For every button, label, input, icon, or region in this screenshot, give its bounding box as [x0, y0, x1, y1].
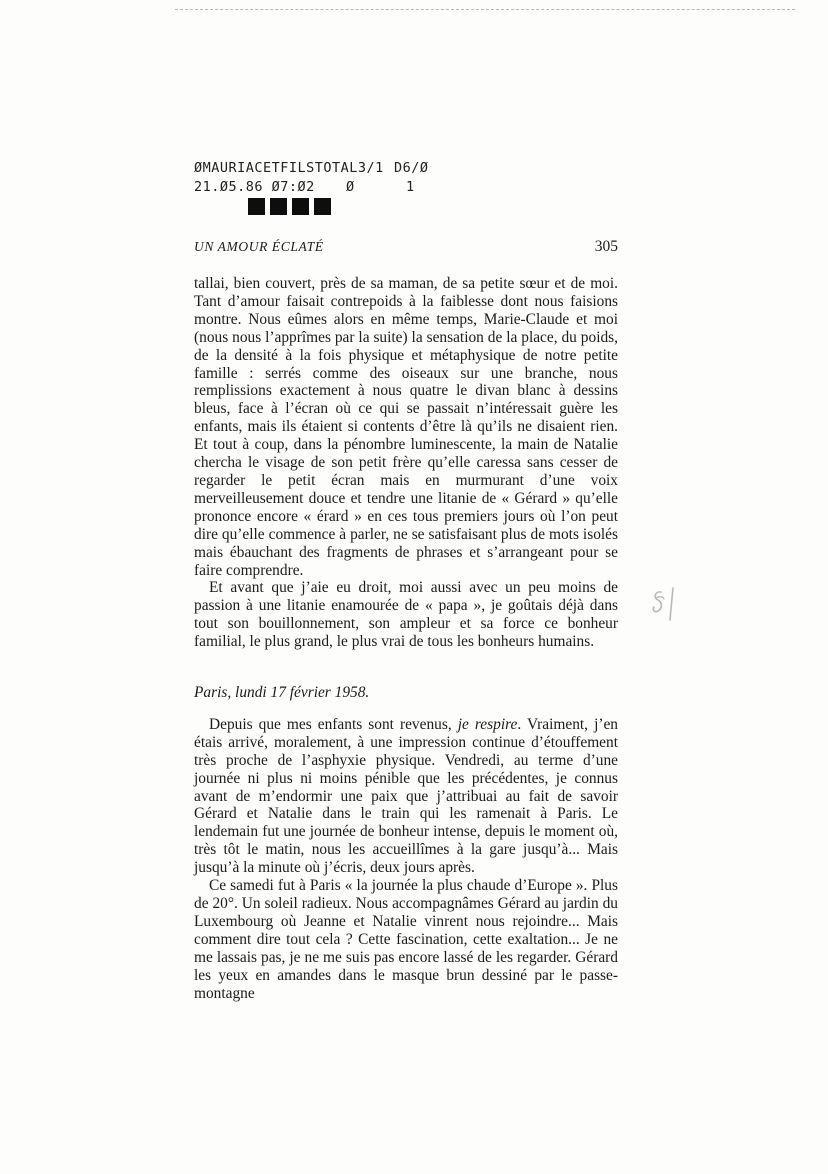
slug-code: D6/Ø [394, 160, 429, 176]
section-date-heading: Paris, lundi 17 février 1958. [194, 684, 370, 702]
paragraph-continued: tallai, bien couvert, près de sa maman, de sa petite sœur et de moi. Tant d’amour faisait contrepoids à la faiblesse dont nous faisions montre. Nous eûmes alors en même temps, Marie-Claude et moi (nous nous l’apprîmes par la suite) la sensation de la place, du poids, de la densité à la fois physique et métaphysique de notre petite famille : serrés comme des oiseaux sur une branche, nous remplissions exactement à nous quatre le divan blanc à dessins bleus, face à l’écran où ce qui se passait n’intéressait guère les enfants, mais ils étaient si contents d’être là qu’ils ne disaient rien. Et tout à coup, dans la pénombre luminescente, la main de Natalie chercha le visage de son petit frère qu’elle caressa sans cesser de regarder le petit écran mais en murmurant d’une voix merveilleusement douce et tendre une litanie de « Gérard » qu’elle prononce encore « érard » en ces tous premiers jours où l’on peut dire qu’elle commence à parler, ne se satisfaisant plus de mots isolés mais ébauchant des fragments de phrases et s’arrangeant pour se faire comprendre. [194, 275, 618, 579]
running-head [194, 238, 618, 256]
page-number: 305 [594, 238, 618, 255]
paragraph-text: . Vraiment, j’en étais arrivé, moralement, à une impression continue d’étouffement très proche de l’asphyxie physique. Vendredi, au terme d’une journée ni plus ni moins pénible que les précédentes, je connus avant de m’endormir une paix que j’attribuai au fait de savoir Gérard et Natalie dans le train qui les ramenait à Paris. Le lendemain fut une journée de bonheur intense, depuis le moment où, très tôt le matin, nous les accueillîmes à la gare jusqu’à... Mais jusqu’à la minute où j’écris, deux jours après. [194, 715, 618, 877]
slug-field-a: Ø [346, 179, 355, 195]
slug-block-mark [270, 198, 287, 215]
pencil-margin-mark-icon [647, 584, 687, 624]
paragraph [194, 716, 618, 877]
slug-date-time: 21.Ø5.86 Ø7:Ø2 [194, 179, 315, 195]
slug-file-name: ØMAURIACETFILSTOTAL3/1 [194, 160, 384, 176]
slug-block-mark [314, 198, 331, 215]
running-title: UN AMOUR ÉCLATÉ [194, 239, 324, 254]
slug-line-1 [194, 159, 429, 178]
emphasis-text: je respire [457, 715, 518, 733]
scan-top-rule [175, 9, 795, 10]
typesetting-slug [194, 159, 429, 215]
slug-field-b: 1 [406, 179, 415, 195]
paragraph: Ce samedi fut à Paris « la journée la plus chaude d’Europe ». Plus de 20°. Un soleil radieux. Nous accompagnâmes Gérard au jardin du Luxembourg où Jeanne et Natalie vinrent nous rejoindre... Mais comment dire tout cela ? Cette fascination, cette exaltation... Je ne me lassais pas, je ne me suis pas encore lassé de les regarder. Gérard les yeux en amandes dans le masque brun dessiné par le passe-montagne [194, 877, 618, 1002]
paragraph-text: Depuis que mes enfants sont revenus, [209, 715, 458, 733]
slug-block-mark [292, 198, 309, 215]
body-text [194, 275, 618, 1002]
slug-block-mark [248, 198, 265, 215]
paragraph: Et avant que j’aie eu droit, moi aussi avec un peu moins de passion à une litanie enamourée de « papa », je goûtais déjà dans tout son bouillonnement, son ampleur et sa force ce bonheur familial, le plus grand, le plus vrai de tous les bonheurs humains. [194, 579, 618, 651]
slug-block-marks [248, 198, 429, 215]
slug-line-2 [194, 178, 429, 197]
